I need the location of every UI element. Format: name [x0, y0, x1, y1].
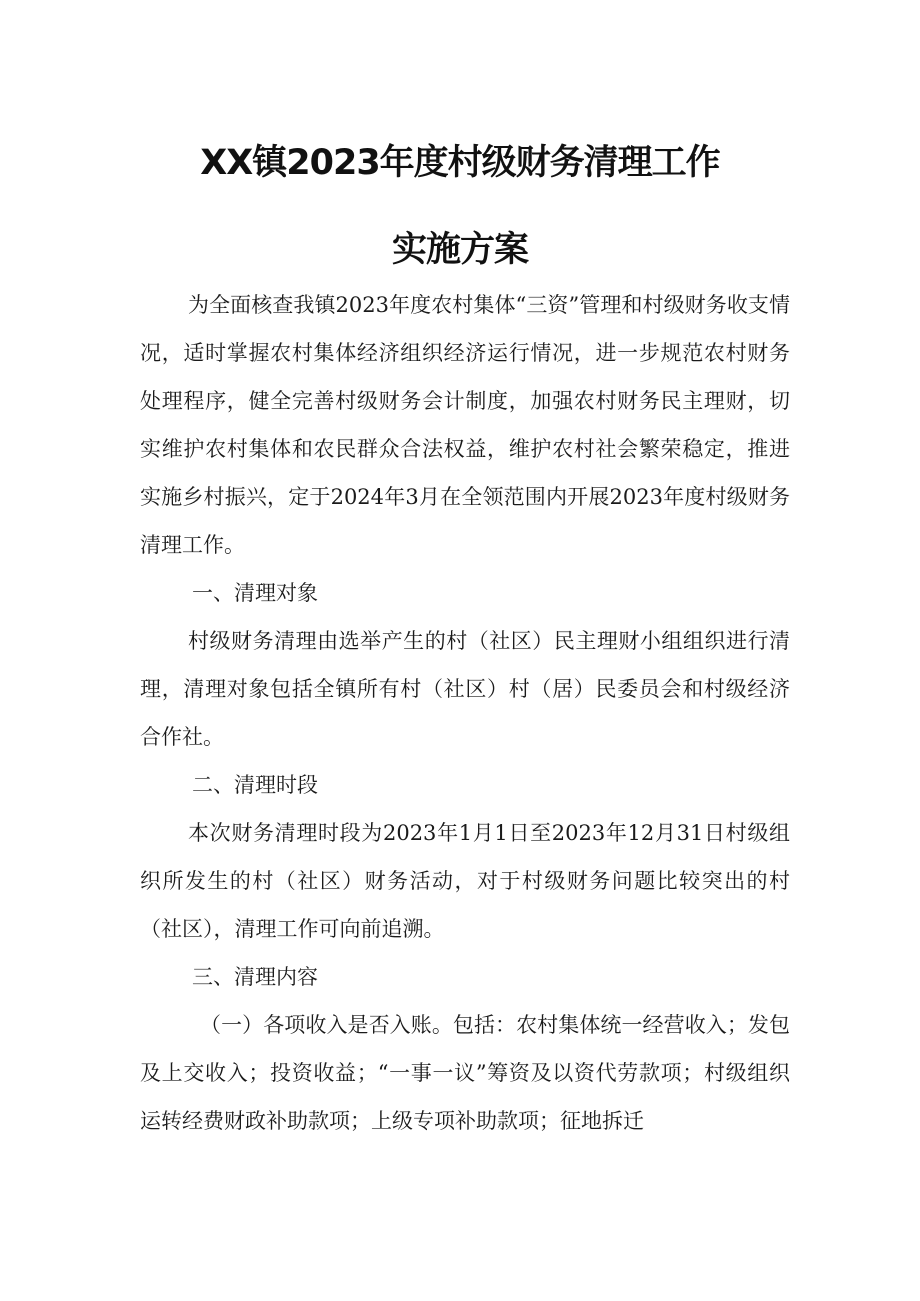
section-paragraph-3: （一）各项收入是否入账。包括：农村集体统一经营收入；发包及上交收入；投资收益；“一事一议”筹资及以资代劳款项；村级组织运转经费财政补助款项；上级专项补助款项；征地拆迁 [140, 1013, 790, 1133]
section-heading-1: 一、清理对象 [192, 581, 318, 605]
intro-paragraph: 为全面核查我镇2023年度农村集体“三资”管理和村级财务收支情况，适时掌握农村集体经济组织经济运行情况，进一步规范农村财务处理程序，健全完善村级财务会计制度，加强农村财务民主理财，切实维护农村集体和农民群众合法权益，维护农村社会繁荣稳定，推进实施乡村振兴，定于2024年3月在全领范围内开展2023年度村级财务清理工作。 [140, 293, 790, 557]
section-paragraph-2: 本次财务清理时段为2023年1月1日至2023年12月31日村级组织所发生的村（社区）财务活动，对于村级财务问题比较突出的村（社区），清理工作可向前追溯。 [140, 821, 790, 941]
section-heading-3: 三、清理内容 [192, 965, 318, 989]
document-body [140, 281, 790, 1145]
section-heading-2: 二、清理时段 [192, 773, 318, 797]
document-title-line2: 实施方案 [391, 230, 528, 270]
section-paragraph-1: 村级财务清理由选举产生的村（社区）民主理财小组组织进行清理，清理对象包括全镇所有村（社区）村（居）民委员会和村级经济合作社。 [140, 629, 790, 749]
document-title-line1: XX镇2023年度村级财务清理工作 [200, 143, 720, 183]
